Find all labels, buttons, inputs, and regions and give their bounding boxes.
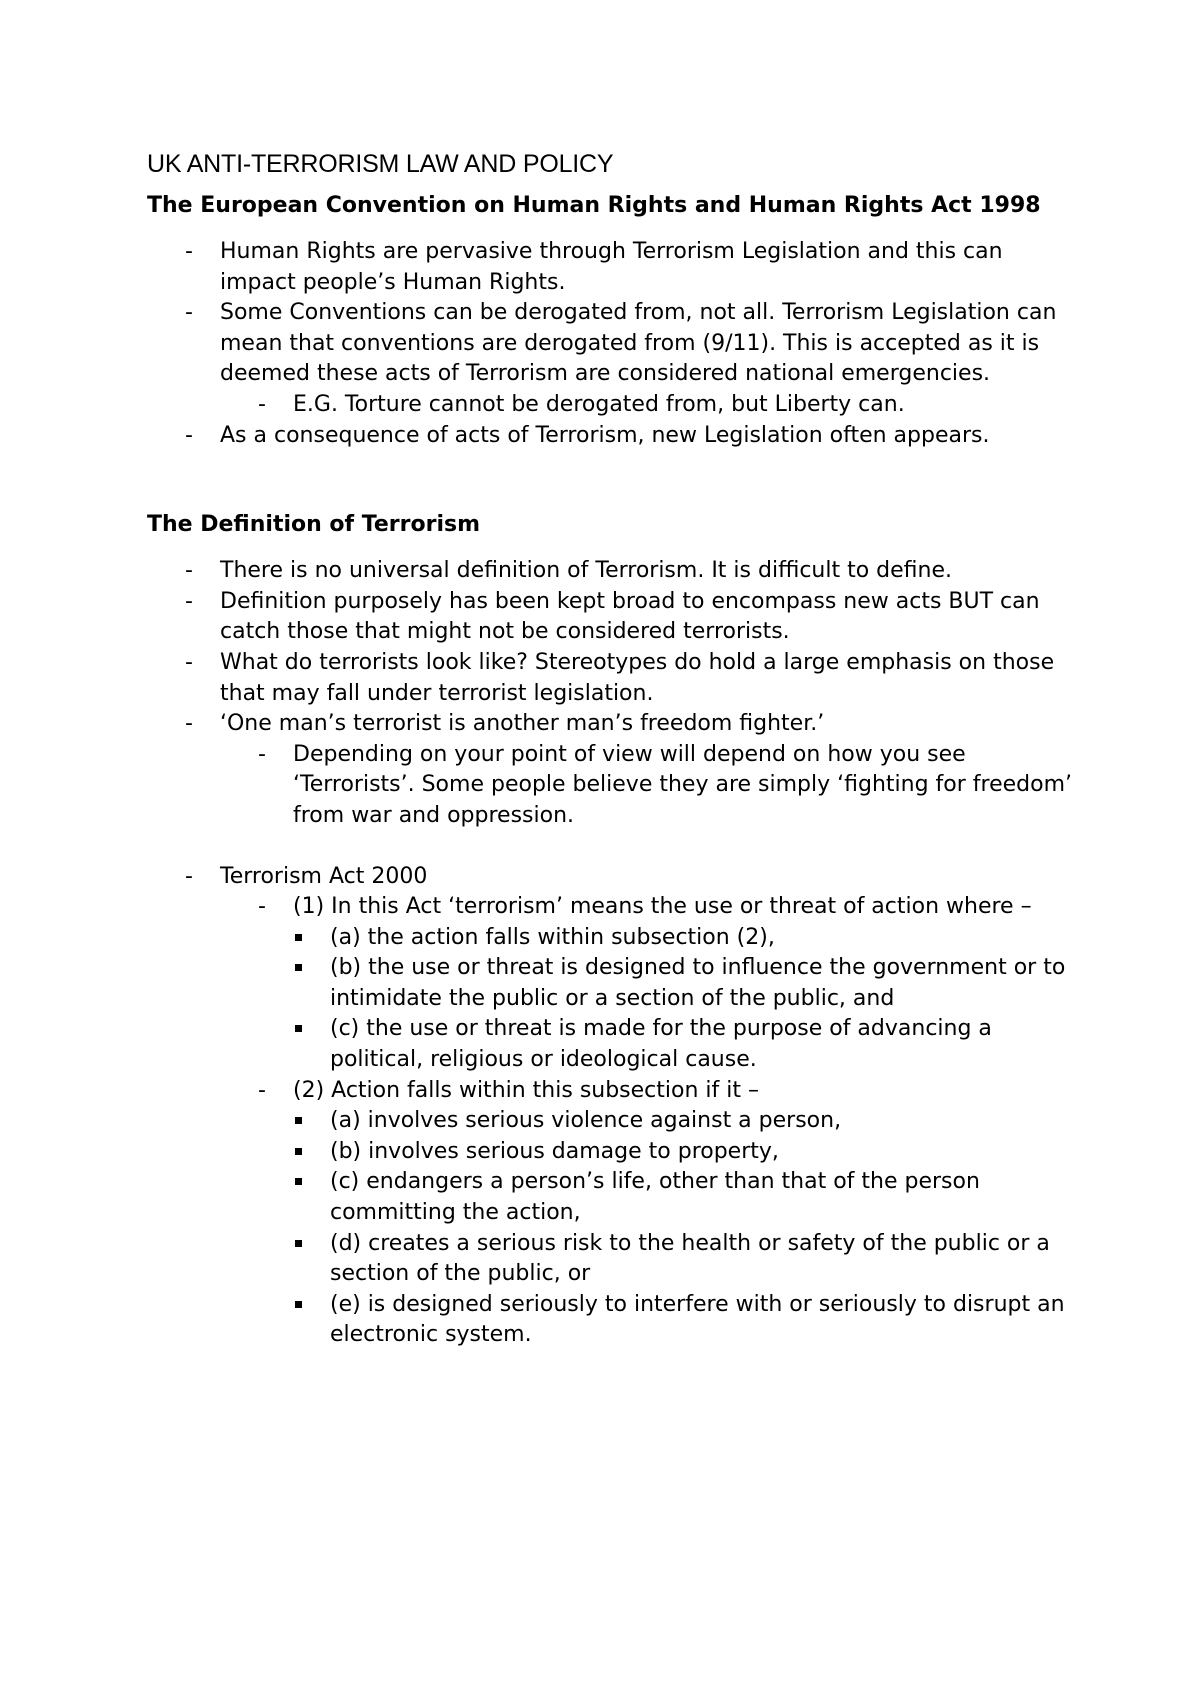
list-item-text: What do terrorists look like? Stereotypes do hold a large emphasis on those that may fall under terrorist legislation.	[220, 649, 1055, 706]
square-bullet-icon	[295, 1301, 302, 1308]
sub-list-item	[220, 390, 1077, 421]
section-gap	[147, 451, 1077, 509]
clause-text: (1) In this Act ‘terrorism’ means the use or threat of action where –	[293, 894, 1032, 920]
list-item	[147, 237, 1077, 298]
square-bullet-icon	[295, 1025, 302, 1032]
list-item	[147, 709, 1077, 831]
sub-list-item	[220, 740, 1077, 832]
list-item-text: Some Conventions can be derogated from, not all. Terrorism Legislation can mean that conventions are derogated from (9/11). This is accepted as it is deemed these acts of Terrorism are considered national emergencies.	[220, 300, 1057, 387]
clause-2-items	[293, 1106, 1077, 1351]
clause-item	[293, 953, 1077, 1014]
echr-list	[147, 237, 1077, 451]
dash-bullet: -	[185, 863, 193, 889]
clause-item-text: (c) endangers a person’s life, other than that of the person committing the action,	[330, 1169, 980, 1226]
clause-item	[293, 923, 1077, 954]
clause-item	[293, 1229, 1077, 1290]
clause-item-text: (d) creates a serious risk to the health or safety of the public or a section of the public, or	[330, 1230, 1050, 1287]
clause-item-text: (e) is designed seriously to interfere with or seriously to disrupt an electronic system.	[330, 1291, 1065, 1348]
list-item	[147, 298, 1077, 420]
dash-bullet: -	[185, 711, 193, 737]
dash-bullet: -	[185, 588, 193, 614]
dash-bullet: -	[258, 741, 266, 767]
list-item-text: There is no universal definition of Terrorism. It is difficult to define.	[220, 558, 953, 584]
square-bullet-icon	[295, 934, 302, 941]
list-gap	[147, 832, 1077, 862]
act-clause-1	[220, 892, 1077, 1076]
clause-item	[293, 1290, 1077, 1351]
clause-item	[293, 1106, 1077, 1137]
dash-bullet: -	[185, 300, 193, 326]
list-item	[147, 421, 1077, 452]
list-item-text: ‘One man’s terrorist is another man’s freedom fighter.’	[220, 711, 825, 737]
list-item-terrorism-act	[147, 862, 1077, 1352]
sub-list-item-text: E.G. Torture cannot be derogated from, but Liberty can.	[293, 391, 905, 417]
list-item	[147, 587, 1077, 648]
section-heading-definition: The Definition of Terrorism	[147, 512, 481, 538]
square-bullet-icon	[295, 1148, 302, 1155]
dash-bullet: -	[185, 558, 193, 584]
square-bullet-icon	[295, 1117, 302, 1124]
square-bullet-icon	[295, 964, 302, 971]
sub-list-item-text: Depending on your point of view will depend on how you see ‘Terrorists’. Some people believe they are simply ‘fighting for freedom’ from war and oppression.	[293, 741, 1073, 828]
dash-bullet: -	[258, 1077, 266, 1103]
act-clauses	[220, 892, 1077, 1351]
dash-bullet: -	[185, 422, 193, 448]
clause-text: (2) Action falls within this subsection if it –	[293, 1077, 759, 1103]
list-item	[147, 556, 1077, 587]
sub-list	[220, 390, 1077, 421]
list-item-text: Definition purposely has been kept broad to encompass new acts BUT can catch those that might not be considered terrorists.	[220, 588, 1040, 645]
dash-bullet: -	[258, 894, 266, 920]
list-item-text: As a consequence of acts of Terrorism, new Legislation often appears.	[220, 422, 990, 448]
list-item	[147, 648, 1077, 709]
section-heading-echr: The European Convention on Human Rights and Human Rights Act 1998	[147, 193, 1041, 218]
square-bullet-icon	[295, 1178, 302, 1185]
list-item-text: Human Rights are pervasive through Terrorism Legislation and this can impact people’s Human Rights.	[220, 239, 1003, 295]
dash-bullet: -	[185, 649, 193, 675]
clause-item-text: (c) the use or threat is made for the purpose of advancing a political, religious or ideological cause.	[330, 1016, 992, 1073]
dash-bullet: -	[185, 239, 193, 264]
clause-item-text: (b) involves serious damage to property,	[330, 1138, 779, 1164]
clause-item	[293, 1014, 1077, 1075]
act-label: Terrorism Act 2000	[220, 863, 428, 889]
square-bullet-icon	[295, 1240, 302, 1247]
clause-item	[293, 1137, 1077, 1168]
clause-item	[293, 1167, 1077, 1228]
act-clause-2	[220, 1076, 1077, 1351]
clause-item-text: (a) the action falls within subsection (2),	[330, 924, 775, 950]
clause-item-text: (a) involves serious violence against a person,	[330, 1108, 842, 1134]
sub-list	[220, 740, 1077, 832]
clause-1-items	[293, 923, 1077, 1076]
document-title: UK ANTI-TERRORISM LAW AND POLICY	[147, 150, 614, 178]
clause-item-text: (b) the use or threat is designed to influence the government or to intimidate the public or a section of the public, and	[330, 955, 1066, 1011]
document-content	[147, 142, 1077, 1351]
definition-list	[147, 556, 1077, 1351]
dash-bullet: -	[258, 391, 266, 417]
